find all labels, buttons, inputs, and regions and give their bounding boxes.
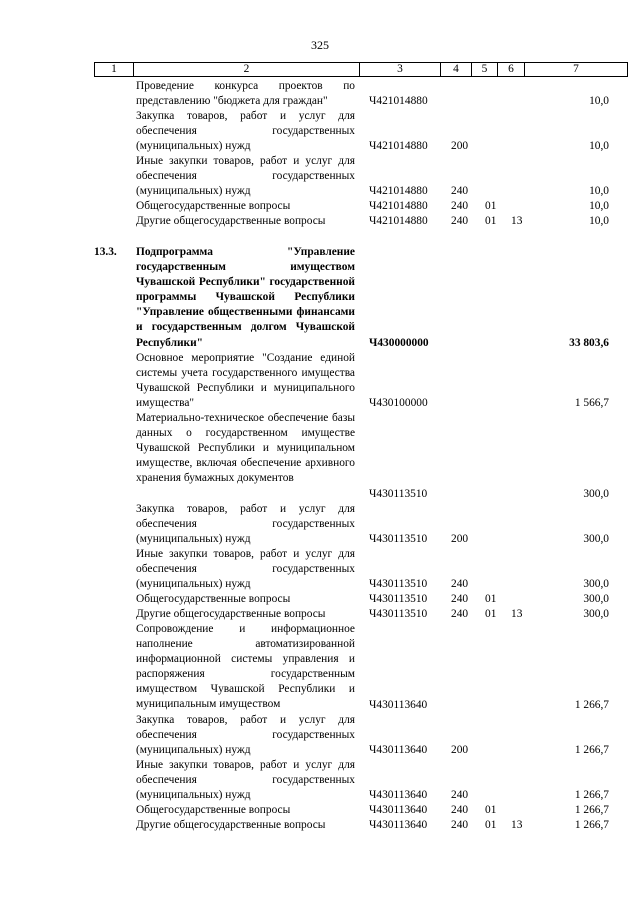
table-row [0, 607, 640, 622]
row-expense-type: 240 [451, 199, 469, 212]
row-subsection: 13 [511, 607, 523, 620]
row-section: 01 [485, 803, 497, 816]
page-number: 325 [311, 38, 329, 52]
table-row [0, 109, 640, 154]
row-section: 01 [485, 818, 497, 831]
row-code: Ч430113640 [369, 818, 428, 831]
row-description: Иные закупки товаров, работ и услуг для обеспечения государственных (муниципальных) нужд [136, 548, 355, 591]
row-amount: 10,0 [589, 139, 609, 152]
row-amount: 10,0 [589, 214, 609, 227]
row-code: Ч421014880 [369, 199, 428, 212]
row-code: Ч430113640 [369, 698, 428, 711]
table-row-subprogram [0, 245, 640, 351]
header-col-7: 7 [573, 63, 579, 75]
row-description: Сопровождение и информационное наполнение автоматизированной информационной системы управления и распоряжения государственным имуществом Чувашской Республики и муниципальным имуществом [136, 623, 355, 711]
row-amount: 1 266,7 [574, 788, 609, 801]
row-subsection: 13 [511, 818, 523, 831]
row-code: Ч430113510 [369, 487, 428, 500]
row-expense-type: 240 [451, 184, 469, 197]
row-amount: 1 266,7 [574, 743, 609, 756]
table-row [0, 502, 640, 547]
row-amount: 10,0 [589, 199, 609, 212]
row-description: Закупка товаров, работ и услуг для обеспечения государственных (муниципальных) нужд [136, 503, 355, 546]
row-code: Ч430113510 [369, 577, 428, 590]
row-description: Общегосударственные вопросы [136, 593, 291, 605]
row-description: Другие общегосударственные вопросы [136, 215, 326, 227]
row-amount: 1 266,7 [574, 818, 609, 831]
table-row [0, 758, 640, 803]
row-section: 01 [485, 214, 497, 227]
row-description: Закупка товаров, работ и услуг для обеспечения государственных (муниципальных) нужд [136, 110, 355, 153]
header-col-6: 6 [508, 63, 514, 75]
table-row [0, 214, 640, 229]
row-section: 01 [485, 592, 497, 605]
row-code: Ч430113510 [369, 592, 428, 605]
row-description: Иные закупки товаров, работ и услуг для обеспечения государственных (муниципальных) нужд [136, 759, 355, 802]
row-expense-type: 240 [451, 577, 469, 590]
row-expense-type: 200 [451, 139, 469, 152]
row-amount: 300,0 [583, 607, 609, 620]
row-description: Общегосударственные вопросы [136, 200, 291, 212]
row-amount: 300,0 [583, 577, 609, 590]
row-expense-type: 200 [451, 743, 469, 756]
row-description: Подпрограмма "Управление государственным имуществом Чувашской Республики" государственной программы Чувашской Республики "Управление общественными финансами и государственным долгом Чувашской Республики" [136, 246, 355, 349]
table-row [0, 351, 640, 411]
row-expense-type: 240 [451, 592, 469, 605]
table-row [0, 622, 640, 713]
row-description: Основное мероприятие "Создание единой системы учета государственного имущества Чувашской Республики и муниципального имущества" [136, 352, 355, 410]
row-description: Другие общегосударственные вопросы [136, 819, 326, 831]
row-subsection: 13 [511, 214, 523, 227]
row-section: 01 [485, 199, 497, 212]
row-expense-type: 240 [451, 607, 469, 620]
table-row [0, 592, 640, 607]
row-number: 13.3. [94, 246, 117, 258]
row-expense-type: 240 [451, 788, 469, 801]
table-row [0, 818, 640, 833]
header-col-3: 3 [397, 63, 403, 75]
table-row [0, 547, 640, 592]
row-amount: 1 266,7 [574, 803, 609, 816]
row-code: Ч421014880 [369, 214, 428, 227]
row-expense-type: 240 [451, 818, 469, 831]
row-description: Материально-техническое обеспечение базы данных о государственном имуществе Чувашской Республики и муниципальном имуществе, включая обеспечение архивного хранения бумажных документов [136, 412, 355, 485]
table-row [0, 199, 640, 214]
header-col-4: 4 [453, 63, 459, 75]
row-description: Проведение конкурса проектов по представлению "бюджета для граждан" [136, 80, 355, 108]
row-description: Иные закупки товаров, работ и услуг для обеспечения государственных (муниципальных) нужд [136, 155, 355, 198]
row-code: Ч430000000 [369, 336, 429, 349]
row-amount: 1 566,7 [574, 396, 609, 409]
row-code: Ч430113510 [369, 607, 428, 620]
row-code: Ч430113640 [369, 803, 428, 816]
table-header [94, 62, 628, 77]
row-description: Другие общегосударственные вопросы [136, 608, 326, 620]
row-code: Ч430113640 [369, 788, 428, 801]
row-code: Ч430113510 [369, 532, 428, 545]
table-row [0, 411, 640, 502]
table-row [0, 713, 640, 758]
row-amount: 1 266,7 [574, 698, 609, 711]
row-amount: 10,0 [589, 184, 609, 197]
row-amount: 300,0 [583, 487, 609, 500]
row-amount: 300,0 [583, 592, 609, 605]
row-code: Ч421014880 [369, 184, 428, 197]
row-expense-type: 200 [451, 532, 469, 545]
table-row [0, 154, 640, 199]
row-code: Ч421014880 [369, 94, 428, 107]
header-col-1: 1 [111, 63, 117, 75]
header-col-2: 2 [243, 63, 250, 75]
row-amount: 300,0 [583, 532, 609, 545]
row-amount: 10,0 [589, 94, 609, 107]
row-description: Общегосударственные вопросы [136, 804, 291, 816]
table-row [0, 803, 640, 818]
row-section: 01 [485, 607, 497, 620]
table-row [0, 79, 640, 109]
row-code: Ч430113640 [369, 743, 428, 756]
header-col-5: 5 [481, 63, 488, 75]
row-expense-type: 240 [451, 803, 469, 816]
row-description: Закупка товаров, работ и услуг для обеспечения государственных (муниципальных) нужд [136, 714, 355, 757]
row-amount: 33 803,6 [569, 336, 609, 349]
row-expense-type: 240 [451, 214, 469, 227]
row-code: Ч430100000 [369, 396, 428, 409]
row-code: Ч421014880 [369, 139, 428, 152]
